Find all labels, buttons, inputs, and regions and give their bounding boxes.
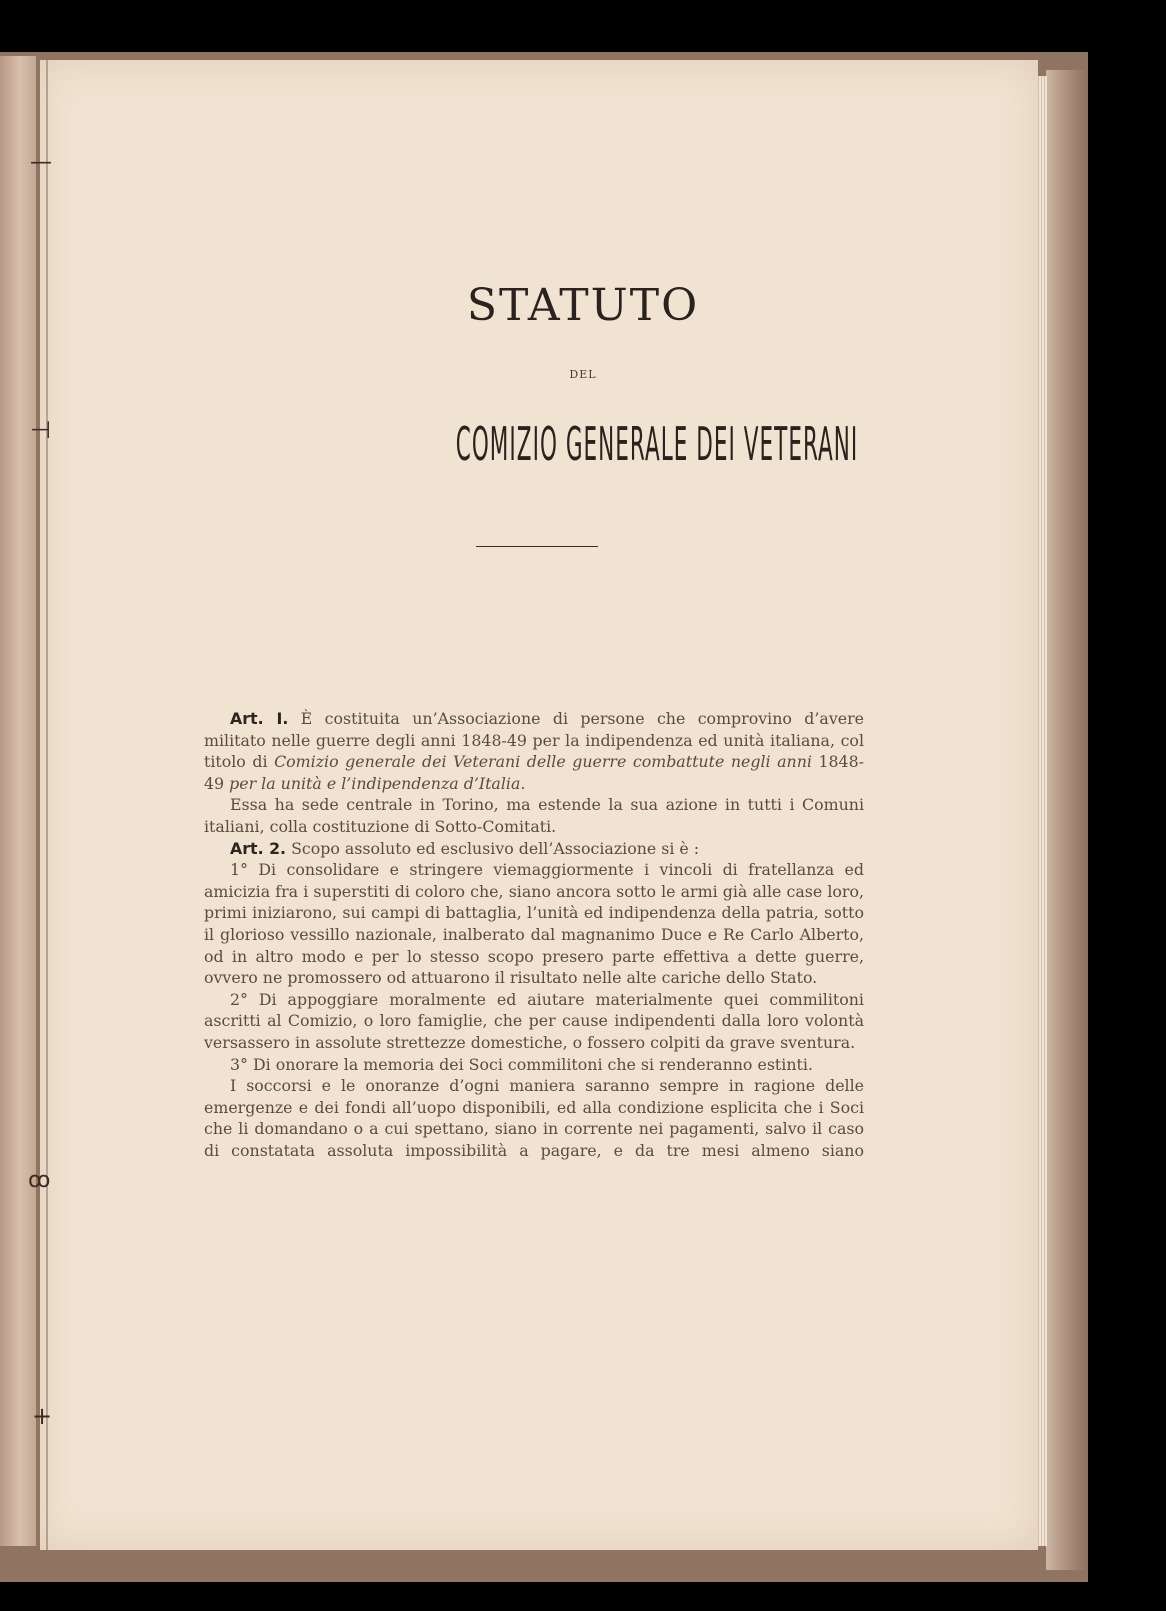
association-name-italic: Comizio generale dei Veterani delle guerre combattute negli anni [274,752,812,772]
article-2-intro: Scopo assoluto ed esclusivo dell’Associazione si è : [286,838,700,858]
document-subtitle [270,417,859,471]
article-2-item-2: 2° Di appoggiare moralmente ed aiutare materialmente quei commilitoni ascritti al Comizio, o loro famiglie, che per cause indipendenti dalla loro volontà versassero in assolute strettezze domestiche, o fossero colpiti da grave sventura. [204,989,864,1052]
article-2-closing: I soccorsi e le onoranze d’ogni maniera saranno sempre in ragione delle emergenze e dei fondi all’uopo disponibili, ed alla condizione esplicita che i Soci che li domandano o a cui spettano, siano in corrente nei pagamenti, salvo il caso di constatata assoluta impossibilità a pagare, e da tre mesi almeno siano [204,1076,864,1160]
document-title: STATUTO [466,280,700,331]
binding-stitch-mark: + [32,1402,53,1430]
association-name-italic-end: per la unità e l’indipendenza d’Italia. [229,773,526,793]
title-connector: DEL [569,368,597,381]
article-1-seat-paragraph: Essa ha sede centrale in Torino, ma estende la sua azione in tutti i Comuni italiani, colla costituzione di Sotto-Comitati. [204,795,864,836]
article-1-label: Art. I. [230,709,289,728]
article-2-paragraph [204,838,864,860]
subtitle-text: COMIZIO GENERALE DEI VETERANI [455,417,859,471]
article-2-item-3: 3° Di onorare la memoria dei Soci commilitoni che si renderanno estinti. [230,1054,813,1074]
statute-body [204,708,864,1161]
article-2-item-1: 1° Di consolidare e stringere viemaggiormente i vincoli di fratellanza ed amicizia fra i superstiti di coloro che, siano ancora sotto le armi già alle case loro, primi iniziarono, sui campi di battaglia, l’unità ed indipendenza della patria, sotto il glorioso vessillo nazionale, inalberato dal magnanimo Duce e Re Carlo Alberto, od in altro modo e per lo stesso scopo presero parte effettiva a dette guerre, ovvero ne promossero od attuarono il risultato nelle alte cariche dello Stato. [204,860,864,988]
binding-stitch-mark: — [30,150,52,175]
binding-stitch-mark: ⊣ [30,416,51,444]
article-1-paragraph [204,708,864,794]
binding-stitch-mark: ꝏ [28,1168,51,1193]
article-2-label: Art. 2. [230,838,287,858]
association-years: 1848-49 [204,752,864,793]
title-divider-rule [476,546,598,547]
article-1-text: È costituita un’Associazione di persone che comprovino d’avere militato nelle guerre degli anni 1848-49 per la indipendenza ed unità italiana, col titolo di [204,709,865,772]
